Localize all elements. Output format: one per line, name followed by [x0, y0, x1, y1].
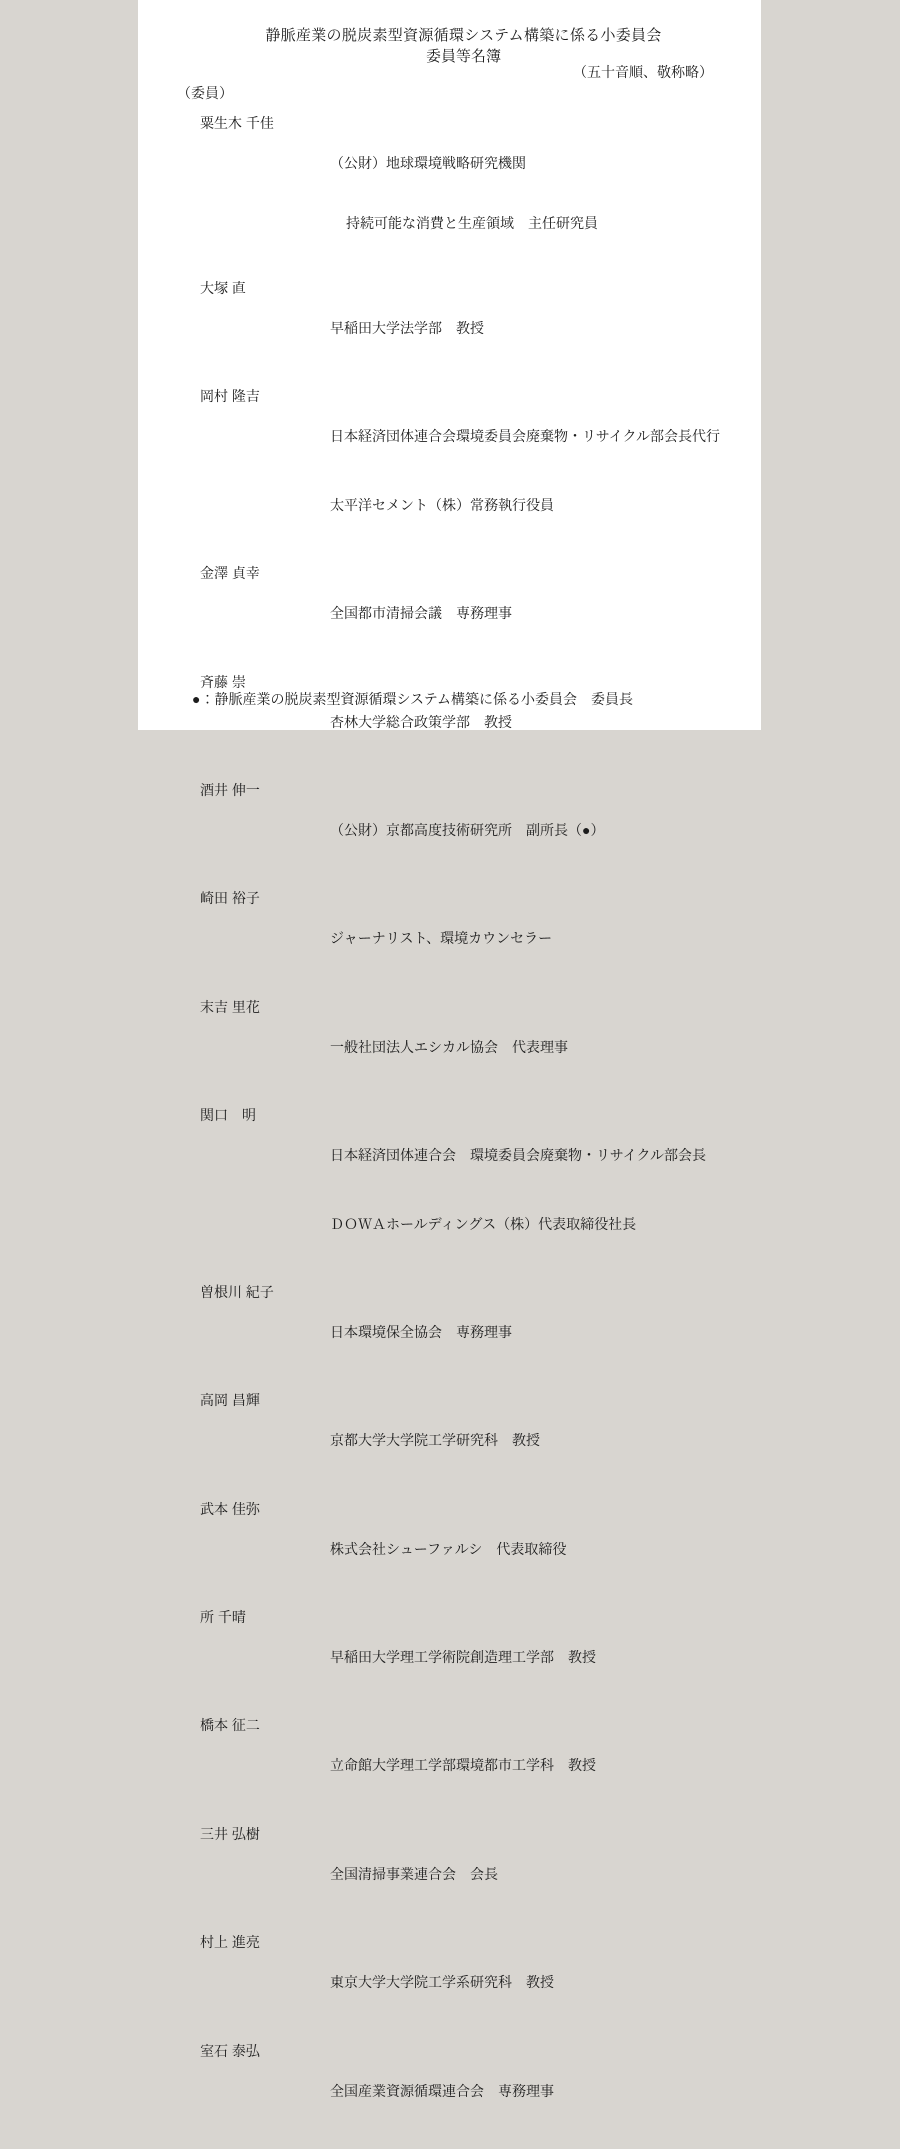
- member-affiliation: [330, 672, 512, 772]
- member-name: 酒井 伸一: [200, 781, 260, 798]
- member-name: 金澤 貞幸: [200, 565, 260, 582]
- affiliation-line: 東京大学大学院工学系研究科 教授: [330, 1974, 554, 1991]
- document-subtitle: 委員等名簿: [425, 48, 501, 65]
- member-name: 曽根川 紀子: [200, 1283, 274, 1300]
- member-affiliation: [330, 1499, 566, 1599]
- member-row: [138, 997, 761, 1097]
- member-affiliation: [330, 997, 568, 1097]
- affiliation-line: ＤＯＷＡホールディングス（株）代表取締役社長: [330, 1215, 637, 1232]
- member-name: 斉藤 崇: [200, 673, 246, 690]
- member-list: [138, 113, 761, 2149]
- member-row: [138, 1824, 761, 1924]
- member-row: [138, 888, 761, 988]
- chairperson-legend: ●：静脈産業の脱炭素型資源循環システム構築に係る小委員会 委員長: [192, 691, 634, 707]
- member-name: 岡村 隆吉: [200, 388, 260, 405]
- member-row: [138, 1105, 761, 1273]
- member-row: [138, 1715, 761, 1815]
- member-affiliation: [330, 113, 598, 273]
- member-affiliation: [330, 563, 512, 663]
- member-affiliation: [330, 386, 720, 554]
- affiliation-line: 立命館大学理工学部環境都市工学科 教授: [330, 1757, 596, 1774]
- member-row: [138, 1932, 761, 2032]
- member-affiliation: [330, 1390, 540, 1490]
- member-name: 崎田 裕子: [200, 890, 260, 907]
- member-row: [138, 672, 761, 772]
- member-row: [138, 1390, 761, 1490]
- affiliation-line: 株式会社シューファルシ 代表取締役: [330, 1540, 567, 1557]
- member-name: 所 千晴: [200, 1609, 246, 1626]
- member-affiliation: [330, 2041, 554, 2141]
- affiliation-line: 日本経済団体連合会 環境委員会廃棄物・リサイクル部会長: [330, 1147, 707, 1164]
- affiliation-line: 早稲田大学理工学術院創造理工学部 教授: [330, 1649, 596, 1666]
- member-name: 高岡 昌輝: [200, 1392, 260, 1409]
- member-affiliation: [330, 780, 604, 880]
- affiliation-line: ジャーナリスト、環境カウンセラー: [330, 930, 553, 947]
- member-row: [138, 1282, 761, 1382]
- section-label-members: （委員）: [177, 85, 233, 101]
- member-row: [138, 563, 761, 663]
- member-affiliation: [330, 888, 552, 988]
- affiliation-line: 一般社団法人エシカル協会 代表理事: [330, 1038, 568, 1055]
- affiliation-line: （公財）京都高度技術研究所 副所長（●）: [330, 821, 605, 838]
- member-row: [138, 2041, 761, 2141]
- affiliation-line: 持続可能な消費と生産領域 主任研究員: [346, 215, 598, 231]
- member-row: [138, 1499, 761, 1599]
- affiliation-line: 京都大学大学院工学研究科 教授: [330, 1432, 540, 1449]
- member-row: [138, 386, 761, 554]
- member-row: [138, 278, 761, 378]
- affiliation-line: 全国都市清掃会議 専務理事: [330, 605, 512, 622]
- document-title: 静脈産業の脱炭素型資源循環システム構築に係る小委員会: [265, 27, 662, 44]
- affiliation-line: 早稲田大学法学部 教授: [330, 320, 484, 336]
- member-row: [138, 780, 761, 880]
- member-affiliation: [330, 1607, 596, 1707]
- member-row: [138, 1607, 761, 1707]
- member-name: 室石 泰弘: [200, 2042, 260, 2059]
- member-affiliation: [330, 278, 484, 378]
- affiliation-line: 日本環境保全協会 専務理事: [330, 1323, 512, 1340]
- affiliation-line: 太平洋セメント（株）常務執行役員: [330, 496, 554, 513]
- member-affiliation: [330, 1824, 498, 1924]
- member-row: [138, 113, 761, 273]
- document-page: [138, 0, 761, 2099]
- member-affiliation: [330, 1105, 706, 1273]
- member-name: 末吉 里花: [200, 998, 260, 1015]
- member-affiliation: [330, 1282, 512, 1382]
- member-name: 三井 弘樹: [200, 1825, 260, 1842]
- member-name: 武本 佳弥: [200, 1500, 260, 1517]
- affiliation-line: 日本経済団体連合会環境委員会廃棄物・リサイクル部会長代行: [330, 428, 721, 445]
- affiliation-line: （公財）地球環境戦略研究機関: [330, 155, 526, 171]
- member-name: 橋本 征二: [200, 1717, 260, 1734]
- member-affiliation: [330, 1715, 596, 1815]
- sort-order-note: （五十音順、敬称略）: [573, 64, 713, 80]
- affiliation-line: 全国産業資源循環連合会 専務理事: [330, 2082, 554, 2099]
- member-name: 大塚 直: [200, 280, 246, 296]
- member-name: 粟生木 千佳: [200, 115, 274, 131]
- member-name: 関口 明: [200, 1107, 256, 1124]
- affiliation-line: 杏林大学総合政策学部 教授: [330, 713, 512, 730]
- member-affiliation: [330, 1932, 554, 2032]
- affiliation-line: 全国清掃事業連合会 会長: [330, 1865, 498, 1882]
- member-name: 村上 進亮: [200, 1934, 260, 1951]
